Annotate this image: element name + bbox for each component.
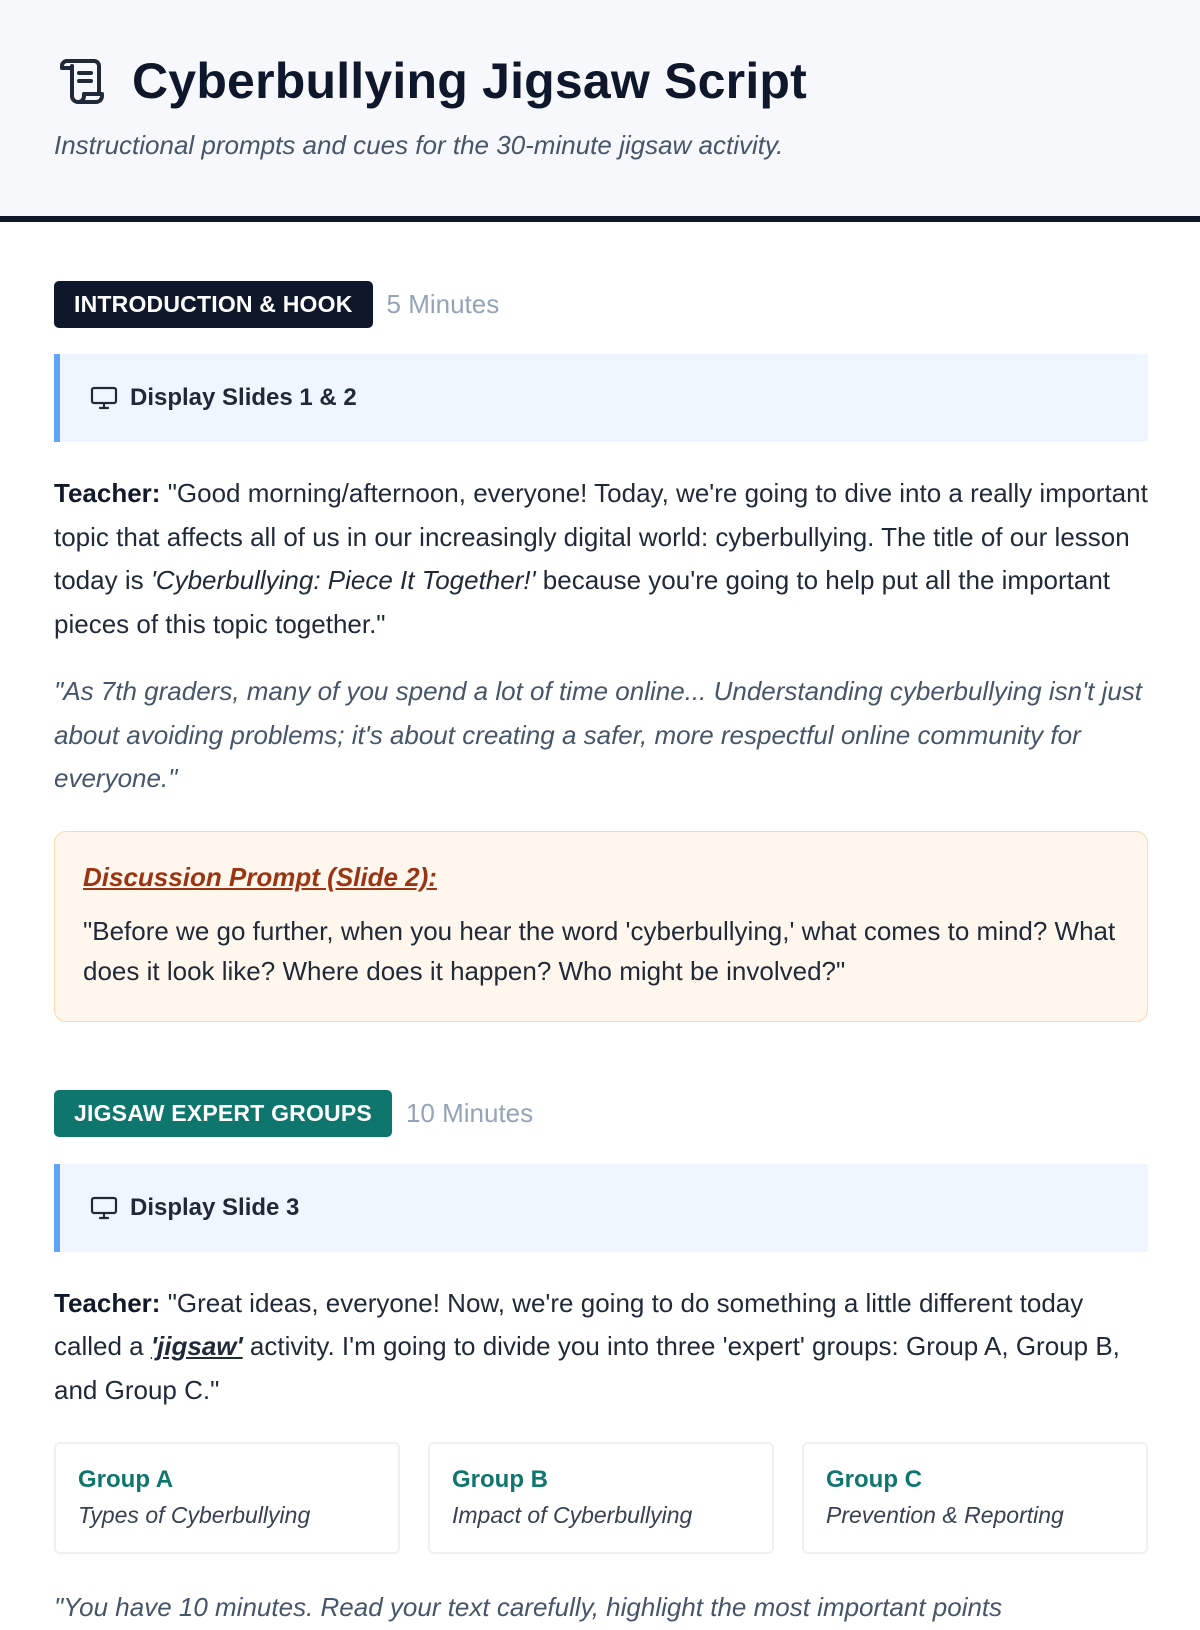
jigsaw-emphasis: 'jigsaw' xyxy=(150,1331,243,1361)
group-card-b xyxy=(428,1442,774,1554)
section-badge: JIGSAW EXPERT GROUPS xyxy=(54,1090,392,1137)
header-title-row xyxy=(54,52,807,110)
slide-cue xyxy=(54,354,1148,442)
group-topic: Prevention & Reporting xyxy=(826,1502,1064,1528)
teacher-quote: "You have 10 minutes. Read your text carefully, highlight the most important points xyxy=(54,1592,1003,1622)
monitor-icon xyxy=(90,385,118,411)
group-card-c xyxy=(802,1442,1148,1554)
section-header xyxy=(54,1090,1148,1138)
speaker-label: Teacher: xyxy=(54,478,161,508)
teacher-line xyxy=(54,472,1148,646)
teacher-text-continued: activity. I'm going to divide you into three 'expert' groups: Group A, Group B, and Group C." xyxy=(54,1331,1120,1405)
slide-label: Display Slide 3 xyxy=(130,1193,300,1221)
group-name: Group C xyxy=(826,1466,922,1493)
lesson-title-emphasis: 'Cyberbullying: Piece It Together!' xyxy=(150,565,536,595)
section-introduction xyxy=(54,280,1148,1022)
teacher-text-continued: because you're going to help put all the important pieces of this topic together." xyxy=(54,565,1111,639)
discussion-prompt xyxy=(54,831,1148,1022)
discussion-text: "Before we go further, when you hear the word 'cyberbullying,' what comes to mind? What does it look like? Where does it happen? Who might be involved?" xyxy=(83,915,1116,986)
section-badge: INTRODUCTION & HOOK xyxy=(54,281,373,328)
teacher-text: "Good morning/afternoon, everyone! Today, we're going to dive into a really important topic that affects all of us in our increasingly digital world: cyberbullying. The title of our lesson today is xyxy=(54,478,1148,595)
slide-cue xyxy=(54,1164,1148,1252)
scroll-icon xyxy=(54,55,106,107)
page-title: Cyberbullying Jigsaw Script xyxy=(132,53,808,109)
page-subtitle: Instructional prompts and cues for the 30-minute jigsaw activity. xyxy=(54,130,784,160)
page-header xyxy=(0,0,1200,222)
section-jigsaw-groups xyxy=(54,1090,1148,1630)
section-duration: 10 Minutes xyxy=(405,1098,534,1128)
teacher-line xyxy=(54,1282,1148,1413)
group-card-a xyxy=(54,1442,400,1554)
slide-label: Display Slides 1 & 2 xyxy=(130,384,357,411)
group-topic: Types of Cyberbullying xyxy=(78,1502,311,1528)
speaker-label: Teacher: xyxy=(54,1287,161,1318)
section-duration: 5 Minutes xyxy=(386,288,500,319)
monitor-icon xyxy=(90,1195,118,1221)
section-header xyxy=(54,280,1148,328)
teacher-quote: "As 7th graders, many of you spend a lot of time online... Understanding cyberbullying isn't just about avoiding problems; it's about creating a safer, more respectful online community for everyone." xyxy=(54,676,1143,793)
expert-groups xyxy=(54,1442,1148,1554)
script-content xyxy=(54,280,1148,1630)
discussion-title: Discussion Prompt (Slide 2): xyxy=(83,861,437,892)
teacher-text: "Great ideas, everyone! Now, we're going to do something a little different today called a xyxy=(54,1287,1084,1361)
group-name: Group B xyxy=(452,1466,548,1493)
group-topic: Impact of Cyberbullying xyxy=(452,1502,693,1528)
group-name: Group A xyxy=(78,1466,174,1493)
